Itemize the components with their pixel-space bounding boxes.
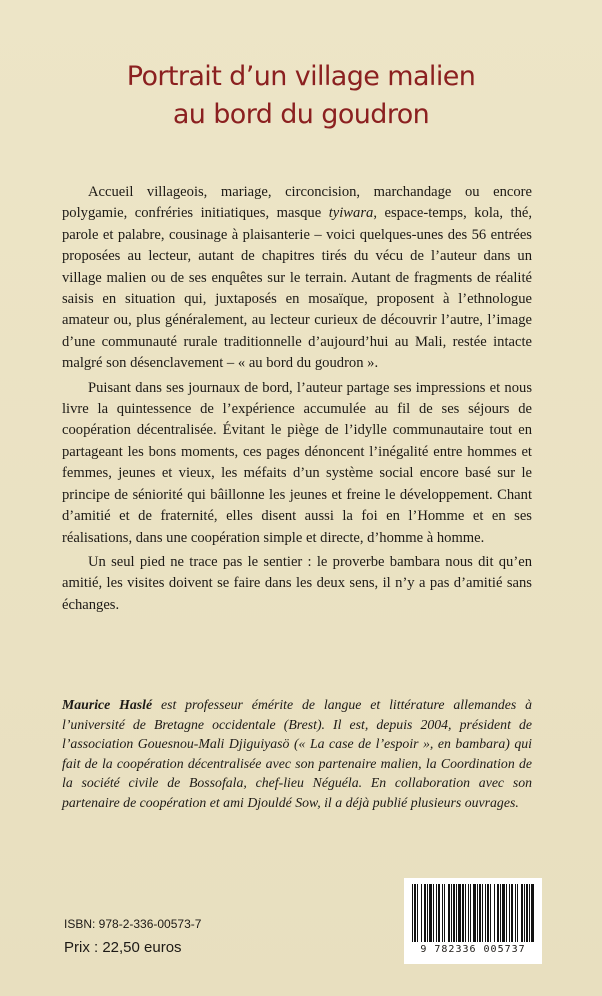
- barcode-bar: [509, 884, 510, 942]
- barcode-bar: [485, 884, 486, 942]
- barcode-bar: [531, 884, 534, 942]
- barcode-bar: [500, 884, 501, 942]
- barcode-bar: [477, 884, 478, 942]
- barcode-bar: [529, 884, 530, 942]
- barcode-bar: [414, 884, 416, 942]
- barcode-bar: [515, 884, 516, 942]
- blurb-paragraph-1: [62, 182, 532, 375]
- blurb: [62, 182, 532, 619]
- barcode-bar: [448, 884, 450, 942]
- barcode-bar: [482, 884, 483, 942]
- blurb-paragraph-3: Un seul pied ne trace pas le sentier : le proverbe bambara nous dit qu’en amitié, les visites doivent se faire dans les deux sens, il n’y a pas d’amitié sans échanges.: [62, 553, 532, 613]
- barcode-bar: [470, 884, 471, 942]
- barcode-bar: [421, 884, 422, 942]
- blurb-p1-start: Accueil villageois, mariage, circoncision, marchandage ou encore polygamie, confréries initiatiques, masque: [62, 184, 532, 222]
- barcode-bar: [502, 884, 505, 942]
- barcode-bar: [417, 884, 418, 942]
- barcode-bars: [410, 884, 536, 942]
- barcode-bar: [424, 884, 426, 942]
- barcode-bar: [517, 884, 518, 942]
- barcode-bar: [429, 884, 432, 942]
- barcode-bar: [458, 884, 461, 942]
- barcode-bar: [524, 884, 525, 942]
- barcode-bar: [468, 884, 469, 942]
- blurb-p1-end: , espace-temps, kola, thé, parole et palabre, cousinage à plaisanterie – voici quelques-unes des 56 entrées proposées au lecteur, autant de chapitres tirés du vécu de l’auteur dans un village malien ou de ses enquêtes sur le terrain. Autant de fragments de réalité saisis en situation qui, juxtaposés en mosaïque, proposent à l’ethnologue amateur ou, plus généralement, au lecteur curieux de découvrir l’autre, l’image d’une communauté rurale traditionnelle d’aujourd’hui au Mali, restée intacte malgré son désenclavement – « au bord du goudron ».: [62, 205, 532, 372]
- barcode-bar: [479, 884, 481, 942]
- barcode-bar: [451, 884, 452, 942]
- barcode-bar: [473, 884, 476, 942]
- barcode: [404, 878, 542, 964]
- barcode-bar: [490, 884, 491, 942]
- blurb-paragraph-2: Puisant dans ses journaux de bord, l’auteur partage ses impressions et nous livre la quintessence de l’expérience accumulée au fil de ses séjours de coopération décentralisée. Évitant le piège de l’idylle communautaire tout en partageant les bons moments, ces pages dénoncent l’inégalité entre hommes et femmes, jeunes et vieux, les méfaits d’un système social encore basé sur le principe de séniorité qui bâillonne les jeunes et freine le développement. Chant d’amitié et de fraternité, elles disent aussi la foi en l’Homme et en ses réalisations, dans une coopération simple et directe, d’homme à homme.: [62, 379, 532, 546]
- barcode-bar: [494, 884, 495, 942]
- barcode-bar: [427, 884, 428, 942]
- author-name: Maurice Haslé: [62, 697, 153, 712]
- barcode-bar: [511, 884, 513, 942]
- author-bio: [62, 695, 532, 813]
- barcode-bar: [433, 884, 434, 942]
- barcode-bar: [526, 884, 528, 942]
- book-title: [0, 58, 602, 134]
- barcode-bar: [456, 884, 457, 942]
- blurb-p1-italic: tyiwara: [328, 205, 374, 222]
- barcode-bar: [436, 884, 437, 942]
- author-bio-text: est professeur émérite de langue et littérature allemandes à l’université de Bretagne occidentale (Brest). Il est, depuis 2004, président de l’association Gouesnou-Mali Djiguiyasö (« La case de l’espoir », en bambara) qui fait de la coopération décentralisée avec son partenaire malien, la Coordination de la société civile de Bossofala, chef-lieu Néguéla. En collaboration avec son partenaire de coopération et ami Djouldé Sow, il a déjà publié plusieurs ouvrages.: [62, 697, 532, 810]
- barcode-bar: [444, 884, 445, 942]
- barcode-bar: [487, 884, 489, 942]
- isbn: ISBN: 978-2-336-00573-7: [64, 917, 202, 931]
- barcode-bar: [462, 884, 464, 942]
- barcode-bar: [506, 884, 507, 942]
- title-line-2: au bord du goudron: [172, 99, 430, 130]
- price: Prix : 22,50 euros: [64, 939, 182, 956]
- barcode-bar: [438, 884, 440, 942]
- barcode-bar: [412, 884, 413, 942]
- title-line-1: Portrait d’un village malien: [126, 61, 476, 92]
- barcode-bar: [465, 884, 466, 942]
- barcode-bar: [442, 884, 443, 942]
- barcode-digits: 9 782336 005737: [420, 944, 526, 955]
- barcode-bar: [521, 884, 523, 942]
- barcode-bar: [497, 884, 499, 942]
- barcode-bar: [453, 884, 455, 942]
